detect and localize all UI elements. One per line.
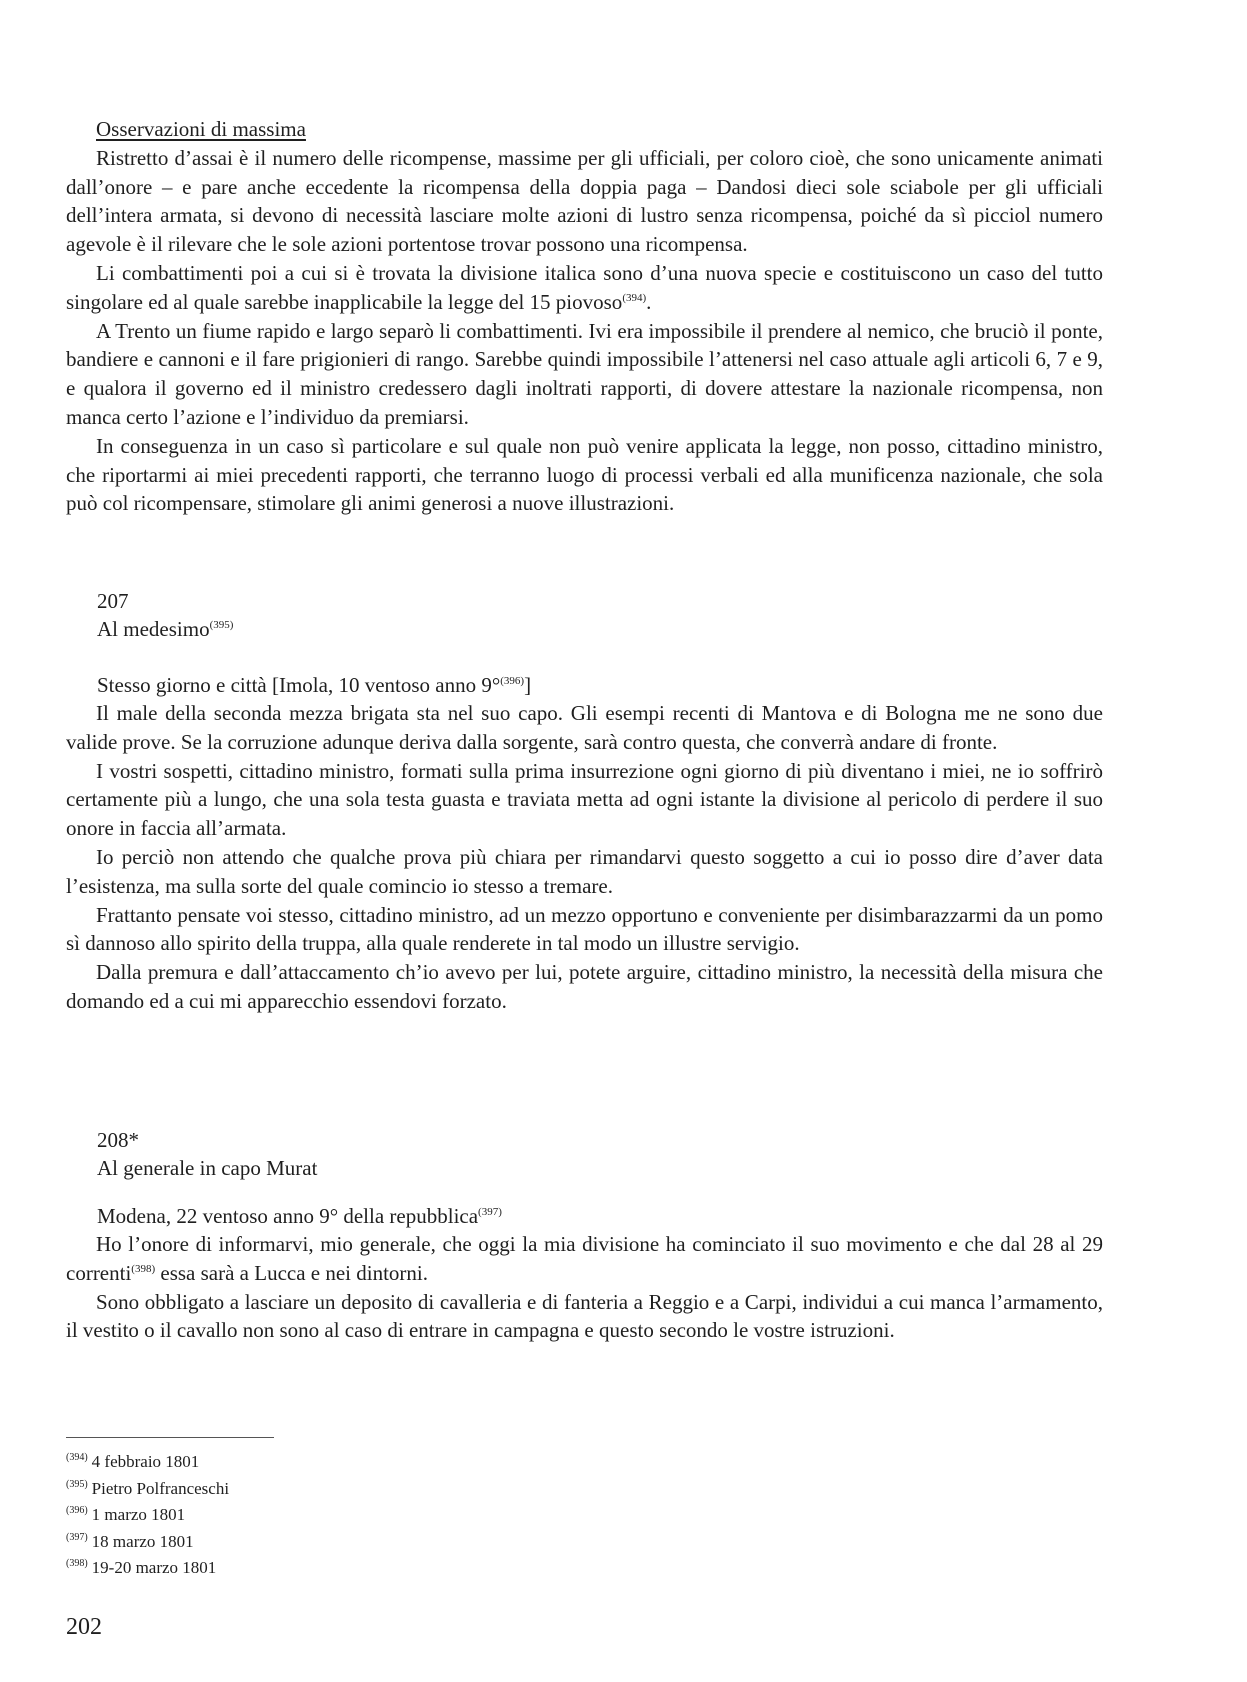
section-heading: Osservazioni di massima [96,117,306,141]
footnote: $^{(395)}$ Pietro Polfranceschi [66,1478,230,1498]
letter-208-body [66,1230,1103,1345]
paragraph: Sono obbligato a lasciare un deposito di cavalleria e di fanteria a Reggio e a Carpi, individui a cui manca l’armamento, il vestito o il cavallo non sono al caso di entrare in campagna e questo secondo le vostre istruzioni. [66,1289,1103,1343]
footnote-ref: (394) [622,291,647,304]
letter-recipient: Al medesimo$^{(395)}$ [97,617,234,641]
footnote-ref: (396) [500,675,525,687]
letter-dateline: Modena, 22 ventoso anno 9° della repubblica$^{(397)}$ [97,1204,502,1228]
footnote-ref: (397) [478,1206,502,1218]
paragraph: Frattanto pensate voi stesso, cittadino ministro, ad un mezzo opportuno e conveniente per disimbarazzarmi da un pomo sì dannoso allo spirito della truppa, alla quale renderete in tal modo un illustre servigio. [66,902,1103,956]
paragraph: Il male della seconda mezza brigata sta nel suo capo. Gli esempi recenti di Mantova e di Bologna me ne sono due valide prove. Se la corruzione adunque deriva dalla sorgente, sarà contro questa, che converrà andare di fronte. [66,701,1103,754]
footnote-ref: (398) [131,1262,156,1275]
letter-dateline: Stesso giorno e città [Imola, 10 ventoso anno 9°$^{(396)}$] [97,673,532,697]
footnote-ref: (395) [209,619,234,631]
paragraph: In conseguenza in un caso sì particolare e sul quale non può venire applicata la legge, non posso, cittadino ministro, che riportarmi ai miei precedenti rapporti, che terranno luogo di processi verbali ed alla munificenza nazionale, che sola può col ricompensare, stimolare gli animi generosi a nuove illustrazioni. [66,433,1103,516]
footnote: $^{(397)}$ 18 marzo 1801 [66,1531,194,1551]
letter-number: 208* [97,1128,139,1152]
paragraph: Ho l’onore di informarvi, mio generale, che oggi la mia divisione ha cominciato il suo movimento e che dal 28 al 29 correnti$^{(398)}$ essa sarà a Lucca e nei dintorni. [66,1232,1103,1285]
page-number: 202 [66,1614,102,1640]
letter-number: 207 [97,589,129,613]
footnote: $^{(396)}$ 1 marzo 1801 [66,1505,186,1524]
paragraph: Li combattimenti poi a cui si è trovata la divisione italica sono d’una nuova specie e costituiscono un caso del tutto singolare ed al quale sarebbe inapplicabile la legge del 15 piovoso$^{(394)}$. [66,260,1103,314]
letter-recipient: Al generale in capo Murat [97,1156,318,1180]
letter-207-body [66,699,1103,1016]
paragraph: Ristretto d’assai è il numero delle ricompense, massime per gli ufficiali, per coloro cioè, che sono unicamente animati dall’onore – e pare anche eccedente la ricompensa della doppia paga – Dandosi dieci sole sciabole per gli ufficiali dell’intera armata, si devono di necessità lasciare molte azioni di lustro senza ricompensa, poiché da sì picciol numero agevole è il rilevare che le sole azioni portentose trovar possono una ricompensa. [66,145,1103,257]
footnote: $^{(398)}$ 19-20 marzo 1801 [66,1558,217,1577]
paragraph: Dalla premura e dall’attaccamento ch’io avevo per lui, potete arguire, cittadino ministro, la necessità della misura che domando ed a cui mi apparecchio essendovi forzato. [66,960,1103,1013]
footnote: $^{(394)}$ 4 febbraio 1801 [66,1452,200,1471]
paragraph: I vostri sospetti, cittadino ministro, formati sulla prima insurrezione ogni giorno di più diventano i miei, ne io soffrirò certamente più a lungo, che una sola testa guasta e traviata metta ad ogni istante la divisione al pericolo di perdere il suo onore in faccia all’armata. [66,758,1103,841]
section-observations [66,115,1103,518]
footnotes [66,1449,229,1582]
paragraph: Io perciò non attendo che qualche prova più chiara per rimandarvi questo soggetto a cui io posso dire d’aver data l’esistenza, ma sulla sorte del quale comincio io stesso a tremare. [66,844,1103,898]
footnote-divider [66,1437,274,1438]
paragraph: A Trento un fiume rapido e largo separò li combattimenti. Ivi era impossibile il prendere al nemico, che bruciò il ponte, bandiere e cannoni e il fare prigionieri di rango. Sarebbe quindi impossibile l’attenersi nel caso attuale agli articoli 6, 7 e 9, e qualora il governo ed il ministro credessero dagli inoltrati rapporti, di dovere attestare la nazionale ricompensa, non manca certo l’azione e l’individuo da premiarsi. [66,318,1103,429]
